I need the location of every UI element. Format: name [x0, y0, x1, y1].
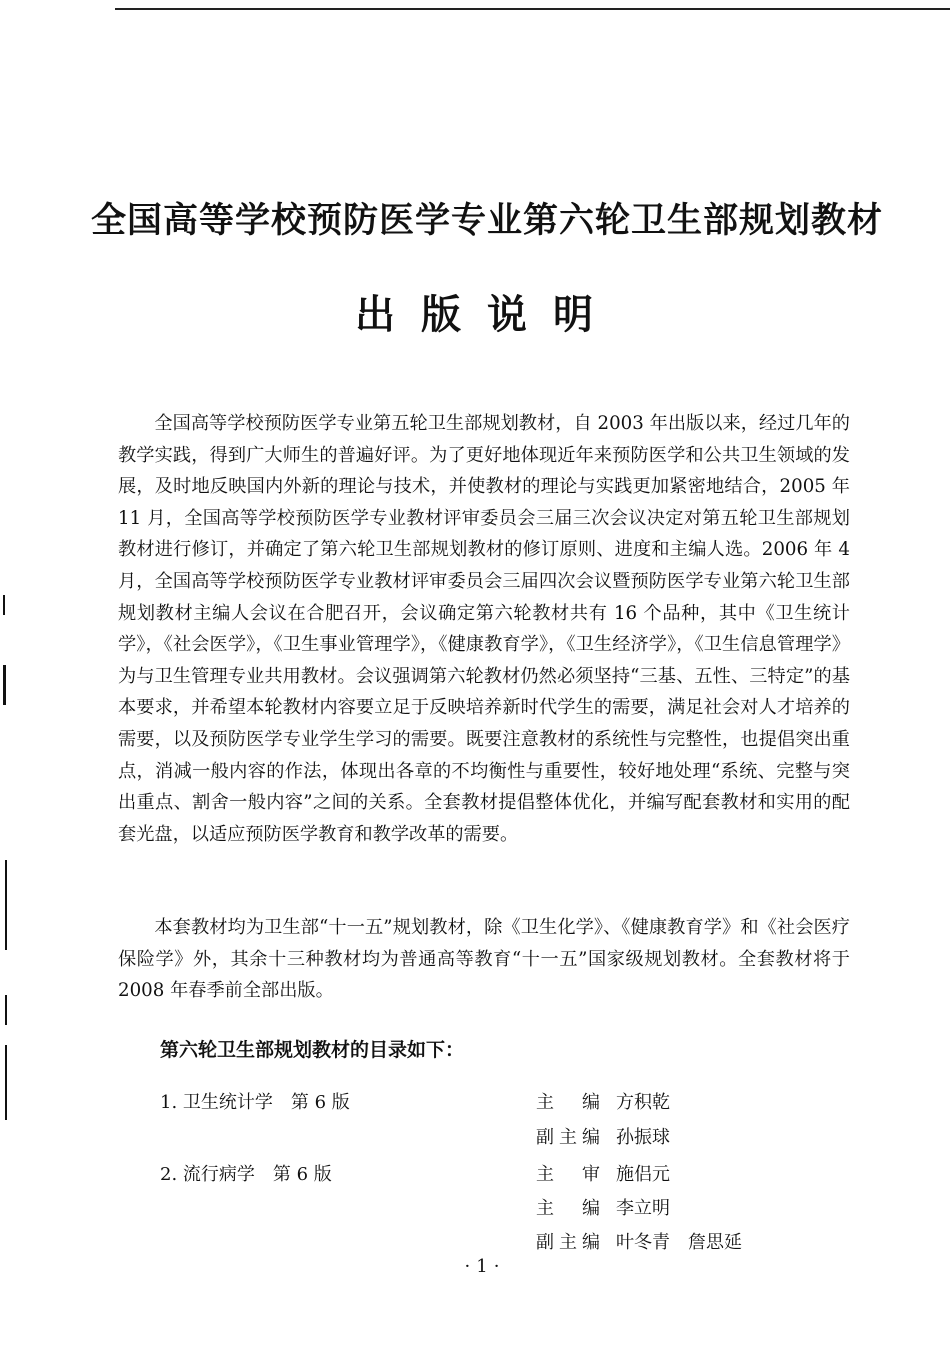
toc-role: 主编 [536, 1092, 600, 1113]
toc-item-title: 1. 卫生统计学 第 6 版 [160, 1092, 350, 1113]
scan-mark [5, 860, 7, 950]
toc-role: 主审 [536, 1164, 600, 1185]
toc-role: 副主编 [536, 1232, 600, 1253]
page-number: ·1· [464, 1256, 506, 1277]
main-title: 全国高等学校预防医学专业第六轮卫生部规划教材 [90, 200, 883, 241]
scan-mark [3, 665, 6, 705]
toc-names: 方积乾 [616, 1092, 670, 1113]
toc-names: 施侣元 [616, 1164, 670, 1185]
scan-mark [5, 995, 7, 1025]
toc-names: 叶冬青 詹思延 [616, 1232, 742, 1253]
toc-item-title: 2. 流行病学 第 6 版 [160, 1164, 332, 1185]
body-paragraph [118, 912, 850, 1007]
toc-names: 孙振球 [616, 1127, 670, 1148]
toc-role: 副主编 [536, 1127, 600, 1148]
scan-mark [5, 1045, 7, 1120]
page-top-rule [115, 8, 950, 10]
paragraph-text: 全国高等学校预防医学专业第五轮卫生部规划教材，自 2003 年出版以来，经过几年的教学实践，得到广大师生的普遍好评。为了更好地体现近年来预防医学和公共卫生领域的发展，及时地反映国内外新的理论与技术，并使教材的理论与实践更加紧密地结合，2005 年 11 月，全国高等学校预防医学专业教材评审委员会三届三次会议决定对第五轮卫生部规划教材进行修订，并确定了第六轮卫生部规划教材的修订原则、进度和主编人选。2006 年 4 月，全国高等学校预防医学专业教材评审委员会三届四次会议暨预防医学专业第六轮卫生部规划教材主编人会议在合肥召开，会议确定第六轮教材共有 16 个品种，其中《卫生统计学》，《社会医学》，《卫生事业管理学》，《健康教育学》，《卫生经济学》，《卫生信息管理学》为与卫生管理专业共用教材。会议强调第六轮教材仍然必须坚持“三基、五性、三特定”的基本要求，并希望本轮教材内容要立足于反映培养新时代学生的需要，满足社会对人才培养的需要，以及预防医学专业学生学习的需要。既要注意教材的系统性与完整性，也提倡突出重点，消减一般内容的作法，体现出各章的不均衡性与重要性，较好地处理“系统、完整与突出重点、割舍一般内容”之间的关系。全套教材提倡整体优化，并编写配套教材和实用的配套光盘，以适应预防医学教育和教学改革的需要。 [118, 413, 850, 845]
toc-names: 李立明 [616, 1198, 670, 1219]
toc-role: 主编 [536, 1198, 600, 1219]
sub-title: 出版说明 [355, 291, 619, 338]
body-paragraph [118, 408, 850, 850]
scan-mark [3, 595, 5, 615]
toc-heading: 第六轮卫生部规划教材的目录如下： [160, 1039, 465, 1061]
paragraph-text: 本套教材均为卫生部“十一五”规划教材，除《卫生化学》、《健康教育学》和《社会医疗保险学》外，其余十三种教材均为普通高等教育“十一五”国家级规划教材。全套教材将于 2008 年春季前全部出版。 [118, 917, 850, 1002]
